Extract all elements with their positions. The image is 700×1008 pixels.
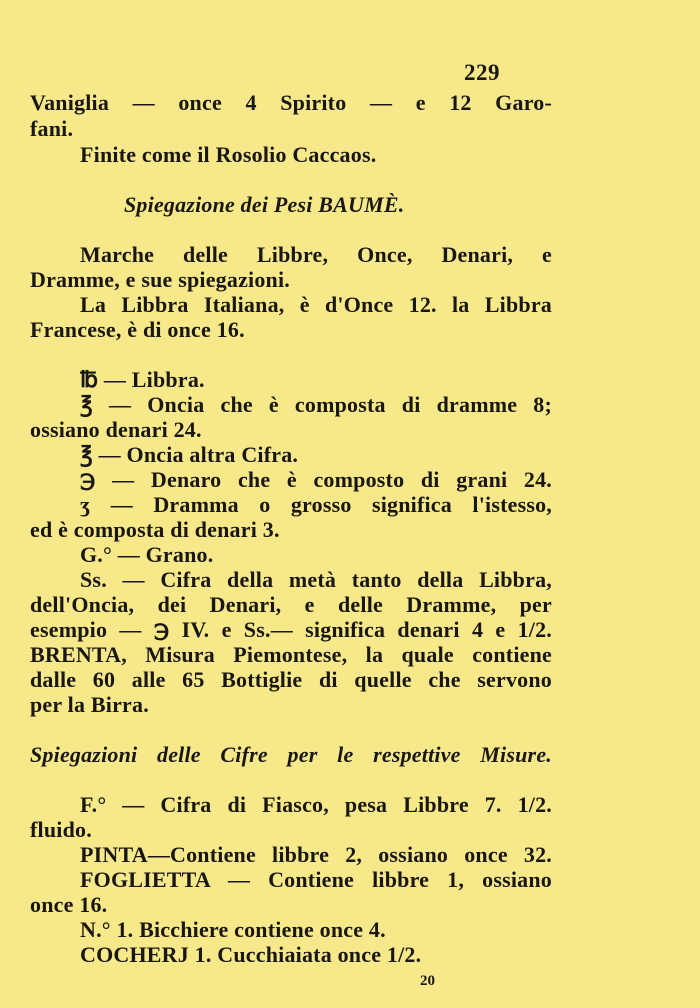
text-line: per la Birra. bbox=[30, 692, 149, 717]
signature-mark: 20 bbox=[420, 973, 435, 989]
text-line: PINTA—Contiene libbre 2, ossiano once 32. bbox=[80, 842, 552, 867]
text-line: N.° 1. Bicchiere contiene once 4. bbox=[80, 917, 386, 942]
text-line: ossiano denari 24. bbox=[30, 417, 202, 442]
text-line: BRENTA, Misura Piemontese, la quale contiene bbox=[30, 642, 552, 667]
page-number: 229 bbox=[464, 60, 500, 85]
text-line: La Libbra Italiana, è d'Once 12. la Libbra bbox=[80, 292, 552, 317]
text-line: COCHERJ 1. Cucchiaiata once 1/2. bbox=[80, 942, 422, 967]
text-line: ℔ — Libbra. bbox=[80, 367, 205, 392]
text-line: G.° — Grano. bbox=[80, 542, 214, 567]
text-line: fluido. bbox=[30, 817, 92, 842]
text-line: Dramme, e sue spiegazioni. bbox=[30, 267, 290, 292]
text-line: ed è composta di denari 3. bbox=[30, 517, 280, 542]
text-line: Ss. — Cifra della metà tanto della Libbra, bbox=[80, 567, 552, 592]
text-line: ℥ — Oncia che è composta di dramme 8; bbox=[80, 392, 552, 417]
text-line: esempio — ℈ IV. e Ss.— significa denari 4 e 1/2. bbox=[30, 617, 552, 642]
text-line: dell'Oncia, dei Denari, e delle Dramme, per bbox=[30, 592, 552, 617]
text-line: Marche delle Libbre, Once, Denari, e bbox=[80, 242, 552, 267]
text-line: Finite come il Rosolio Caccaos. bbox=[80, 142, 377, 167]
section-heading: Spiegazioni delle Cifre per le respettive Misure. bbox=[30, 742, 552, 767]
text-line: ℥ — Oncia altra Cifra. bbox=[80, 442, 299, 467]
text-line: FOGLIETTA — Contiene libbre 1, ossiano bbox=[80, 867, 552, 892]
section-heading: Spiegazione dei Pesi BAUMÈ. bbox=[124, 192, 405, 217]
text-line: ʒ — Dramma o grosso significa l'istesso, bbox=[80, 492, 552, 517]
text-line: Vaniglia — once 4 Spirito — e 12 Garo- bbox=[30, 90, 552, 115]
text-line: dalle 60 alle 65 Bottiglie di quelle che servono bbox=[30, 667, 552, 692]
text-line: Francese, è di once 16. bbox=[30, 317, 245, 342]
text-line: fani. bbox=[30, 116, 74, 141]
text-line: F.° — Cifra di Fiasco, pesa Libbre 7. 1/2. bbox=[80, 792, 552, 817]
text-line: once 16. bbox=[30, 892, 108, 917]
text-line: ℈ — Denaro che è composto di grani 24. bbox=[80, 467, 552, 492]
